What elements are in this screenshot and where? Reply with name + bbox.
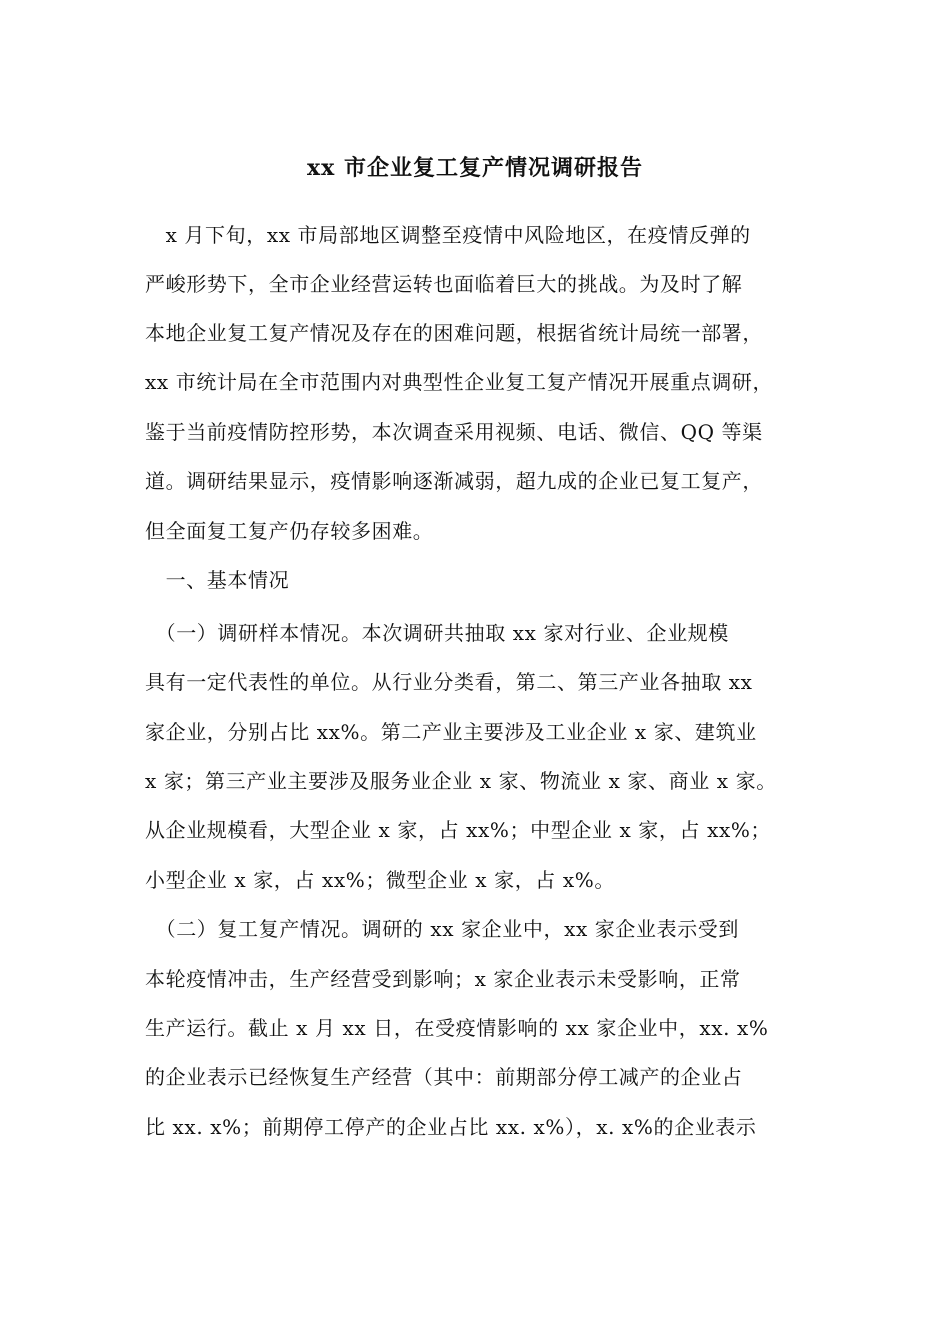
paragraph-line: 本轮疫情冲击，生产经营受到影响；x 家企业表示未受影响，正常: [145, 967, 741, 991]
paragraph-line: 比 xx. x%；前期停工停产的企业占比 xx. x%），x. x%的企业表示: [145, 1115, 757, 1139]
paragraph-line: 鉴于当前疫情防控形势，本次调查采用视频、电话、微信、QQ 等渠: [145, 420, 763, 444]
paragraph-line: 道。调研结果显示，疫情影响逐渐减弱，超九成的企业已复工复产，: [145, 469, 763, 493]
paragraph-line: （二）复工复产情况。调研的 xx 家企业中，xx 家企业表示受到: [145, 917, 739, 941]
paragraph-line: 生产运行。截止 x 月 xx 日，在受疫情影响的 xx 家企业中，xx. x%: [145, 1016, 769, 1040]
paragraph-line: x 月下旬，xx 市局部地区调整至疫情中风险地区，在疫情反弹的: [145, 223, 751, 247]
paragraph-line: xx 市统计局在全市范围内对典型性企业复工复产情况开展重点调研，: [145, 370, 774, 394]
section-heading: 一、基本情况: [145, 568, 290, 592]
paragraph-line: 本地企业复工复产情况及存在的困难问题，根据省统计局统一部署，: [145, 321, 763, 345]
paragraph-line: x 家；第三产业主要涉及服务业企业 x 家、物流业 x 家、商业 x 家。: [145, 769, 777, 793]
document-title: xx 市企业复工复产情况调研报告: [307, 155, 643, 181]
paragraph-line: 具有一定代表性的单位。从行业分类看，第二、第三产业各抽取 xx: [145, 670, 753, 694]
paragraph-line: 但全面复工复产仍存较多困难。: [145, 519, 434, 543]
paragraph-line: （一）调研样本情况。本次调研共抽取 xx 家对行业、企业规模: [145, 621, 729, 645]
paragraph-line: 小型企业 x 家，占 xx%；微型企业 x 家，占 x%。: [145, 868, 615, 892]
paragraph-line: 严峻形势下，全市企业经营运转也面临着巨大的挑战。为及时了解: [145, 272, 743, 296]
paragraph-line: 家企业，分别占比 xx%。第二产业主要涉及工业企业 x 家、建筑业: [145, 720, 757, 744]
paragraph-line: 从企业规模看，大型企业 x 家，占 xx%；中型企业 x 家，占 xx%；: [145, 818, 772, 842]
paragraph-line: 的企业表示已经恢复生产经营（其中：前期部分停工减产的企业占: [145, 1065, 743, 1089]
